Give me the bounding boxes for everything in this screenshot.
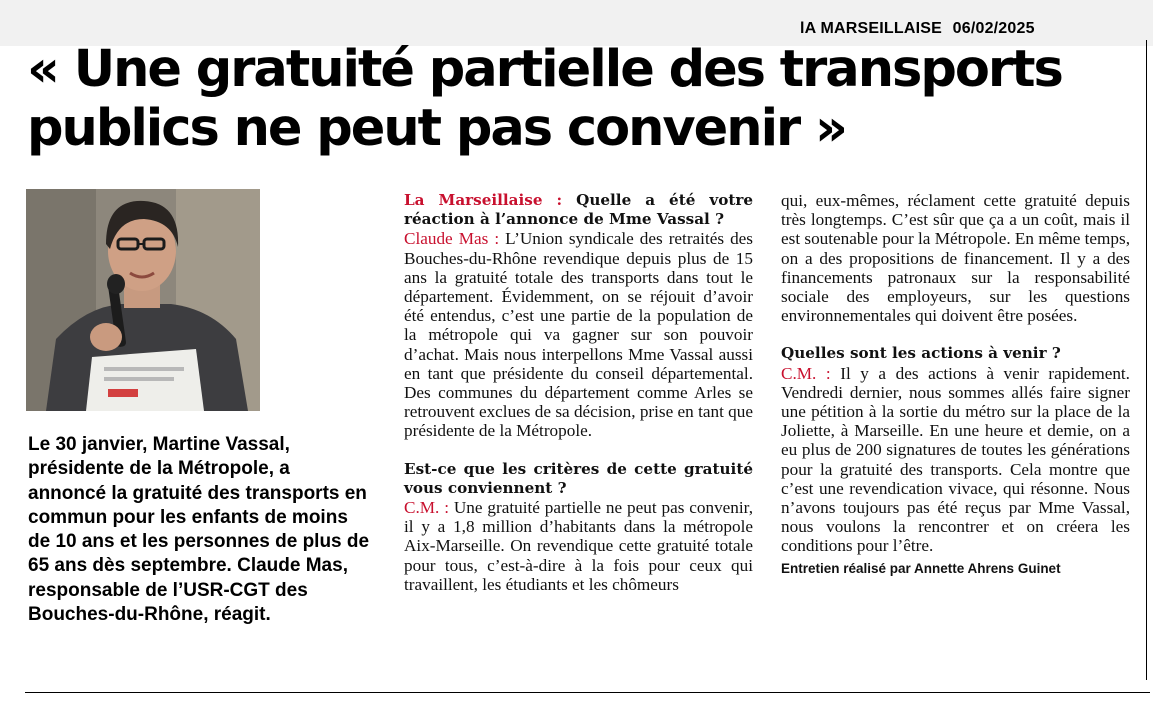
masthead <box>800 20 1035 38</box>
bottom-rule <box>25 692 1150 693</box>
answer-3 <box>781 364 1130 556</box>
question-speaker: La Marseillaise : <box>404 191 563 209</box>
answer-speaker: C.M. : <box>404 498 449 518</box>
column-divider <box>1146 40 1147 680</box>
masthead-source: lA MARSEILLAISE <box>800 20 942 37</box>
question-1 <box>404 191 753 229</box>
question-2: Est-ce que les critères de cette gratuité vous conviennent ? <box>404 459 753 497</box>
answer-2 <box>404 498 753 594</box>
answer-1 <box>404 229 753 440</box>
answer-text: Une gratuité partielle ne peut pas convenir, il y a 1,8 million d’habitants dans la métropole Aix-Marseille. On revendique cette gratuité totale pour tous, c’est-à-dire à la fois pour ceux qui travaillent, les étudiants et les chômeurs <box>404 498 753 594</box>
article-lead: Le 30 janvier, Martine Vassal, présidente de la Métropole, a annoncé la gratuité des transports en commun pour les enfants de moins de 10 ans et les personnes de plus de 65 ans dès septembre. Claude Mas, responsable de l’USR-CGT des Bouches-du-Rhône, réagit. <box>28 434 370 626</box>
answer-text: L’Union syndicale des retraités des Bouches-du-Rhône revendique depuis plus de 15 ans la gratuité totale des transports dans tout le département. Évidemment, on se réjouit d’avoir été entendus, c’est une partie de la population de la métropole qui va gagner sur son pouvoir d’achat. Mais nous interpellons Mme Vassal aussi en tant que présidente du conseil départemental. Des communes du département comme Arles se retrouvent exclues de sa décision, prise en tant que présidente de la Métropole. <box>404 229 753 441</box>
question-3: Quelles sont les actions à venir ? <box>781 344 1061 363</box>
question-text: Quelle a été votre réaction à l’annonce de Mme Vassal ? <box>404 191 754 229</box>
interview-credit: Entretien réalisé par Annette Ahrens Guinet <box>781 560 1061 576</box>
article-photo <box>26 189 260 411</box>
answer-speaker: Claude Mas : <box>404 229 500 249</box>
masthead-date: 06/02/2025 <box>952 20 1035 37</box>
article-headline: « Une gratuité partielle des transports publics ne peut pas convenir » <box>27 40 1062 158</box>
woman-with-microphone-photo <box>26 189 260 411</box>
interview-column-1 <box>404 191 753 594</box>
answer-speaker: C.M. : <box>781 363 831 383</box>
answer-2-continued: qui, eux-mêmes, réclament cette gratuité depuis très longtemps. C’est sûr que ça a un coût, mais il est soutenable pour la Métropole. En même temps, on a des propositions de financement. Il y a des financements patronaux sur la responsabilité sociale des employeurs, sur les questions environnementales qui doivent être posées. <box>781 191 1130 326</box>
answer-text: Il y a des actions à venir rapidement. Vendredi dernier, nous sommes allés faire signer une pétition à la sortie du métro sur la place de la Joliette, à Marseille. En une heure et demie, on a eu plus de 200 signatures de toutes les générations pour la gratuité des transports. Cela montre que c’est une revendication vivace, qui résonne. Nous n’avons toujours pas été reçus par Mme Vassal, nous voulons la rencontrer et on créera les conditions pour l’être. <box>781 363 1130 556</box>
interview-column-2 <box>781 191 1130 578</box>
